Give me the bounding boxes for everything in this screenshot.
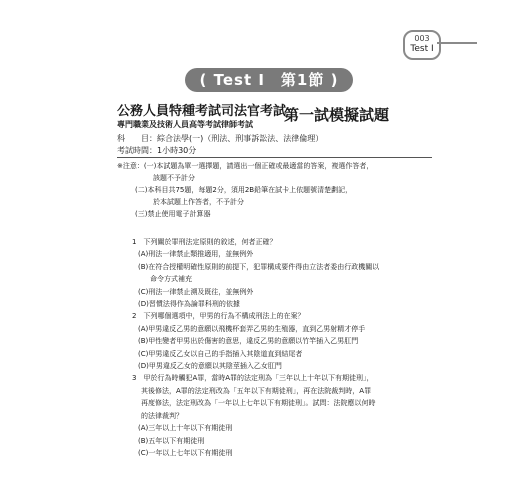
note-line: (三)禁止使用電子計算器 <box>135 210 211 218</box>
question-option: (B)在符合授權明確性原則的前提下，犯罪構成要件得由立法者委由行政機關以 <box>138 262 380 271</box>
note-line: ※注意：(一)本試題為單一選擇題，請選出一個正確或最適當的答案，複選作答者， <box>117 162 374 170</box>
tab-divider <box>437 42 477 44</box>
question-option: (A)甲男違反乙男的意願以飛機杯套弄乙男的生殖器，直到乙男射精才停手 <box>138 324 366 333</box>
exam-name: 第一試模擬試題 <box>284 106 390 124</box>
question-list <box>132 236 422 459</box>
question-option: (C)一年以上七年以下有期徒刑 <box>138 448 233 457</box>
question-1 <box>132 236 422 310</box>
question-option: 命令方式補充 <box>150 275 192 284</box>
time-line: 考試時間：1小時30分 <box>117 146 197 155</box>
subject-line: 科 目：綜合法學(一)（刑法、刑事訴訟法、法律倫理） <box>117 134 324 143</box>
question-option: (A)刑法一律禁止類推適用，並無例外 <box>138 250 254 259</box>
question-option: (A)三年以上十年以下有期徒刑 <box>138 424 233 433</box>
question-option: (B)五年以下有期徒刑 <box>138 436 205 445</box>
exam-title-line1: 公務人員特種考試司法官考試 <box>117 104 287 119</box>
page-number: 003 <box>414 34 430 43</box>
exam-notes <box>117 160 421 220</box>
question-2 <box>132 310 422 372</box>
page-section-label: Test I <box>410 44 434 54</box>
note-line: (二)本科目共75題，每題2分，須用2B鉛筆在試卡上依題號清楚劃記， <box>135 186 353 194</box>
header-divider <box>117 157 432 158</box>
question-3 <box>132 372 422 459</box>
note-line: 於本試題上作答者，不予計分 <box>153 198 244 206</box>
question-option: (C)甲男違反乙女以自己的手指插入其陰道直到結尾者 <box>138 349 303 358</box>
question-stem: 再度修法，法定刑改為「一年以上七年以下有期徒刑」。試問：法院應以何時 <box>141 399 376 408</box>
question-stem: 2 下列哪個選項中，甲男的行為不構成刑法上的在案？ <box>132 312 305 321</box>
question-stem: 3 甲於行為時觸犯A罪，當時A罪的法定刑為「三年以上十年以下有期徒刑」， <box>132 374 374 383</box>
question-stem: 的法律裁判？ <box>141 411 183 420</box>
page-number-tab <box>403 30 441 60</box>
question-option: (B)甲性變者甲男出於傷害的意思，違反乙男的意願以竹竿插入乙男肛門 <box>138 337 359 346</box>
question-option: (D)習慣法得作為論罪科刑的依據 <box>138 300 240 309</box>
section-banner: ( Test I 第1節 ) <box>185 68 353 92</box>
question-option: (C)刑法一律禁止溯及既往，並無例外 <box>138 287 254 296</box>
question-stem: 其後修法，A罪的法定刑改為「五年以下有期徒刑」，再在法院裁判時，A罪 <box>141 386 372 395</box>
question-stem: 1 下列關於罪刑法定原則的敘述，何者正確？ <box>132 238 277 246</box>
exam-title-line2: 專門職業及技術人員高等考試律師考試 <box>117 119 253 129</box>
question-option: (D)甲男違反乙女的意願以其陰莖插入乙女肛門 <box>138 362 282 371</box>
note-line: 該題不予計分 <box>153 174 195 182</box>
